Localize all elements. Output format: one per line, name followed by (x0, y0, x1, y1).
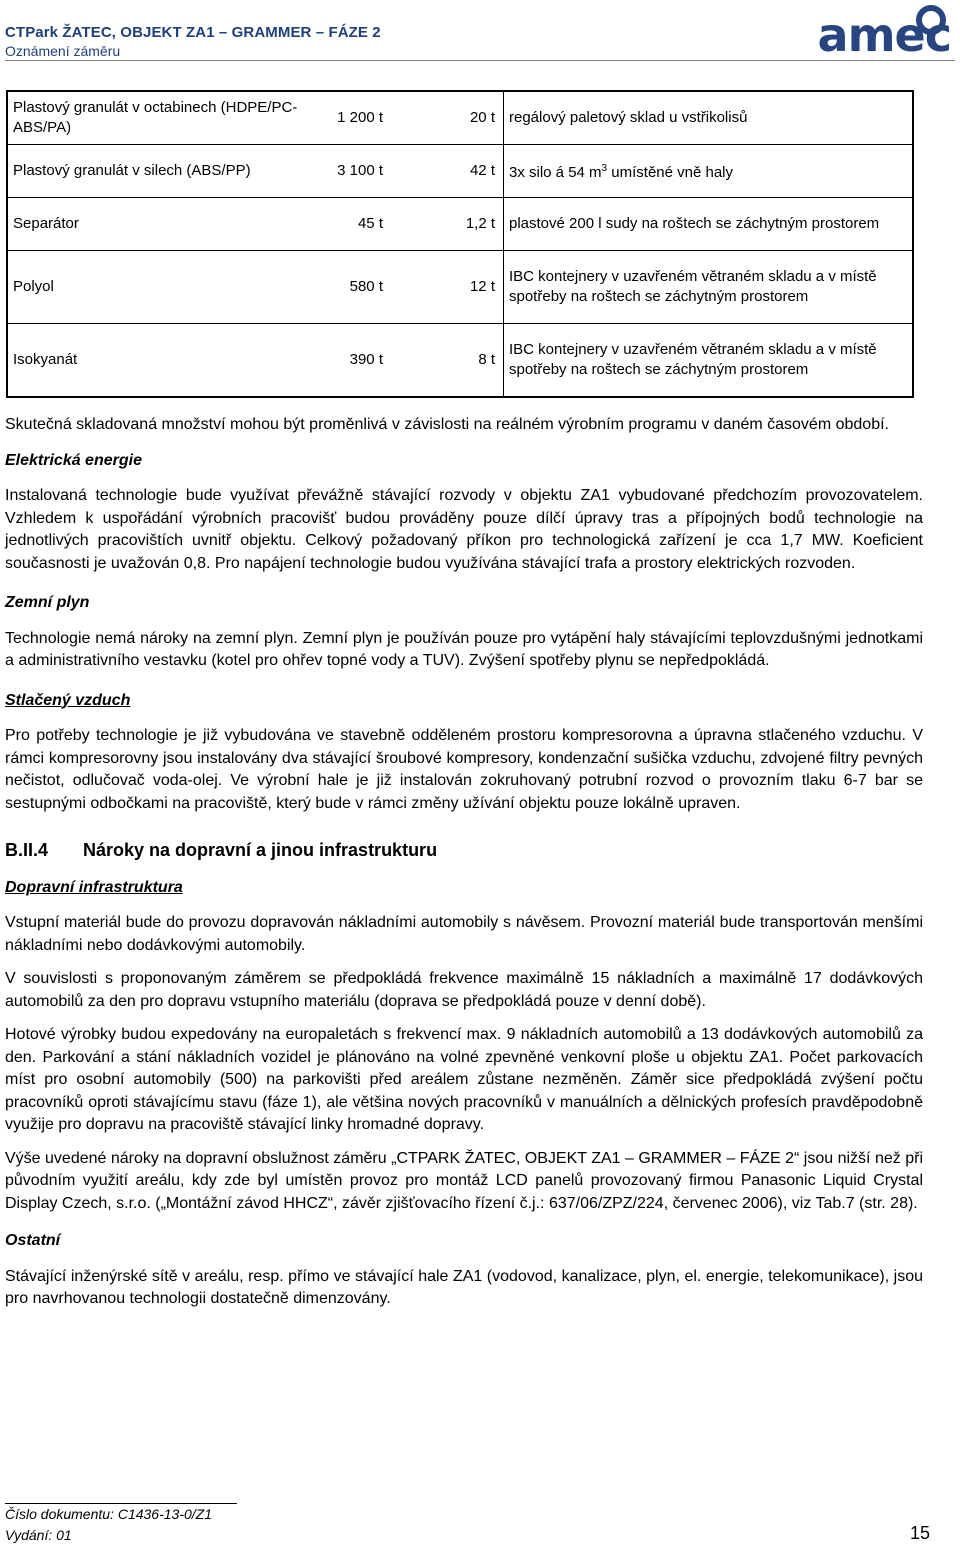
paragraph-transport-2: V souvislosti s proponovaným záměrem se předpokládá frekvence maximálně 15 nákladních a maximálně 17 dodávkových automobilů za den pro dopravu vstupního materiálu (doprava se předpokládá pouze v denní době). (5, 970, 923, 1010)
footer-divider (5, 1503, 237, 1504)
section-number: B.II.4 (5, 840, 49, 860)
paragraph-transport-4: Výše uvedené nároky na dopravní obslužnost záměru „CTPARK ŽATEC, OBJEKT ZA1 – GRAMMER – FÁZE 2“ jsou nižší než při původním využití areálu, kdy zde byl umístěn provoz pro montáž LCD panelů provozovaný firmou Panasonic Liquid Crystal Display Czech, s.r.o. („Montážní závod HHCZ“, závěr zjišťovacího řízení č.j.: 637/06/ZPZ/224, červenec 2006), viz Tab.7 (str. 28). (5, 1149, 923, 1212)
section-heading (5, 839, 923, 862)
paragraph-other: Stávající inženýrské sítě v areálu, resp. přímo ve stávající hale ZA1 (vodovod, kanalizace, plyn, el. energie, telekomunikace), jsou pro navrhovanou technologii dostatečně dimenzovány. (5, 1267, 923, 1307)
storage-text: 3x silo á 54 m (509, 164, 602, 181)
cell-name: Polyol (7, 251, 298, 324)
header-subtitle: Oznámení záměru (5, 43, 121, 59)
storage-table (6, 90, 914, 398)
cell-daily: 42 t (395, 145, 504, 198)
cell-name: Separátor (7, 198, 298, 251)
cell-name: Plastový granulát v silech (ABS/PP) (7, 145, 298, 198)
section-title: Nároky na dopravní a jinou infrastrukturu (83, 840, 438, 860)
cell-name: Plastový granulát v octabinech (HDPE/PC-ABS/PA) (7, 91, 298, 145)
heading-gas: Zemní plyn (5, 594, 90, 611)
cell-storage: regálový paletový sklad u vstřikolisů (504, 91, 914, 145)
cell-daily: 1,2 t (395, 198, 504, 251)
cell-amount: 45 t (298, 198, 395, 251)
table-row (7, 145, 913, 198)
cell-storage: IBC kontejnery v uzavřeném větraném skladu a v místě spotřeby na roštech se záchytným prostorem (504, 251, 914, 324)
page-number: 15 (909, 1523, 930, 1543)
cell-storage (504, 145, 914, 198)
cell-name: Isokyanát (7, 324, 298, 398)
cell-storage: plastové 200 l sudy na roštech se záchytným prostorem (504, 198, 914, 251)
table-row (7, 198, 913, 251)
storage-superscript: 3 (601, 163, 608, 174)
cell-daily: 8 t (395, 324, 504, 398)
cell-storage: IBC kontejnery v uzavřeném větraném skladu a v místě spotřeby na roštech se záchytným prostorem (504, 324, 914, 398)
paragraph-transport-1: Vstupní materiál bude do provozu dopravován nákladními automobily s návěsem. Provozní materiál bude transportován menšími nákladními nebo dodávkovými automobily. (5, 914, 923, 954)
table-row (7, 251, 913, 324)
cell-amount: 3 100 t (298, 145, 395, 198)
heading-transport: Dopravní infrastruktura (5, 878, 183, 896)
paragraph-electric: Instalovaná technologie bude využívat převážně stávající rozvody v objektu ZA1 vybudované předchozím provozovatelem. Vzhledem k uspořádání výrobních pracovišť budou prováděny pouze dílčí úpravy tras a přípojných bodů technologie na jednotlivých pracovištích uvnitř objektu. Celkový požadovaný příkon pro technologická zařízení je cca 1,7 MW. Koeficient současnosti je uvažován 0,8. Pro napájení technologie budou využívána stávající trafa a prostory elektrických rozvoden. (5, 487, 923, 572)
paragraph-compressed-air: Pro potřeby technologie je již vybudována ve stavebně odděleném prostoru kompresorovna a úpravna stlačeného vzduchu. V rámci kompresorovny jsou instalovány dva stávající šroubové kompresory, kondenzační sušička vzduchu, zdvojené filtry pevných nečistot, odlučovač voda-olej. Ve výrobní hale je již instalován zokruhovaný potrubní rozvod o provozním tlaku 6-7 bar se sestupnými odbočkami na pracoviště, který bude v rámci změny užívání objektu pouze lokálně upraven. (5, 727, 923, 812)
heading-compressed-air: Stlačený vzduch (5, 691, 131, 709)
logo-wordmark: amec (817, 8, 951, 62)
cell-amount: 390 t (298, 324, 395, 398)
paragraph-gas: Technologie nemá nároky na zemní plyn. Zemní plyn je používán pouze pro vytápění haly stávajícími teplovzdušnými jednotkami a administrativního vestavku (kotel pro ohřev topné vody a TUV). Zvýšení spotřeby plynu se nepředpokládá. (5, 629, 923, 669)
cell-amount: 580 t (298, 251, 395, 324)
footer-version: Vydání: 01 (5, 1527, 72, 1543)
footer-document-number: Číslo dokumentu: C1436-13-0/Z1 (5, 1506, 212, 1522)
cell-daily: 20 t (395, 91, 504, 145)
storage-text-tail: umístěné vně haly (607, 164, 734, 181)
heading-electric: Elektrická energie (5, 451, 142, 469)
header-divider (5, 60, 955, 61)
amec-logo (791, 4, 951, 64)
document-body (5, 414, 923, 1311)
storage-note: Skutečná skladovaná množství mohou být proměnlivá v závislosti na reálném výrobním programu v daném časovém období. (5, 416, 889, 433)
cell-daily: 12 t (395, 251, 504, 324)
table-row (7, 91, 913, 145)
heading-other: Ostatní (5, 1232, 61, 1249)
paragraph-transport-3: Hotové výrobky budou expedovány na europaletách s frekvencí max. 9 nákladních automobilů a 13 dodávkových automobilů za den. Parkování a stání nákladních vozidel je plánováno na volné zpevněné venkovní ploše u objektu ZA1. Počet parkovacích míst pro osobní automobily (500) na parkovišti před areálem zůstane nezměněn. Záměr sice předpokládá zvýšení počtu pracovníků oproti stávajícímu stavu (fáze 1), ale většina nových pracovníků v manuálních a dělnických profesích pravděpodobně využije pro dopravu na pracoviště stávající linky hromadné dopravy. (5, 1026, 923, 1133)
page-header (5, 8, 955, 64)
header-title: CTPark ŽATEC, OBJEKT ZA1 – GRAMMER – FÁZE 2 (5, 24, 381, 41)
table-row (7, 324, 913, 398)
cell-amount: 1 200 t (298, 91, 395, 145)
